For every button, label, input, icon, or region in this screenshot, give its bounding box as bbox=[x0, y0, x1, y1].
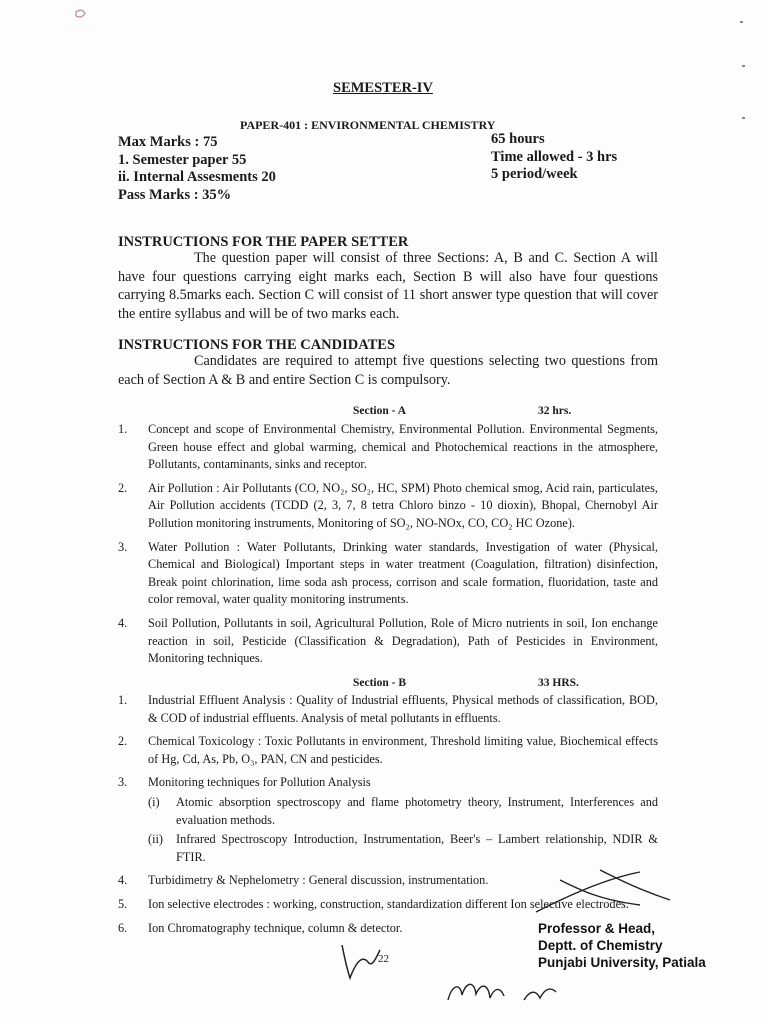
corner-mark-icon bbox=[76, 10, 85, 17]
stamp-line-university: Punjabi University, Patiala bbox=[538, 955, 706, 970]
section-b-hours: 33 HRS. bbox=[538, 677, 579, 689]
paper-setter-text: The question paper will consist of three Sections: A, B and C. Section A will have four questions carrying eight marks each, Section B will also have four questions carrying 8.5marks each. Section C will consist of 11 short answer type question that will cover the entire syllabus and will be of two marks each. bbox=[118, 250, 658, 322]
semester-paper-marks: 1. Semester paper 55 bbox=[118, 151, 247, 168]
item-number: 4. bbox=[118, 615, 128, 630]
stamp-line-department: Deptt. of Chemistry bbox=[538, 938, 663, 953]
item-text: Turbidimetry & Nephelometry : General discussion, instrumentation. bbox=[148, 873, 489, 888]
periods-per-week: 5 period/week bbox=[491, 166, 578, 182]
internal-assessment-marks: ii. Internal Assesments 20 bbox=[118, 169, 276, 185]
item-text: Water Pollution : Water Pollutants, Drinking water standards, Investigation of water (Physical, Chemical and Biological) Important steps in water treatment (Coagulation, filtration) disinfection, Break point chlorination, lime soda ash process, corrison and scale formation, fluoridation, taste and color removal, water quality monitoring instruments. bbox=[148, 539, 658, 607]
item-number: 6. bbox=[118, 920, 128, 935]
item-heading: Monitoring techniques for Pollution Analysis bbox=[148, 775, 371, 790]
item-number: 3. bbox=[118, 539, 128, 554]
item-number: 1. bbox=[118, 693, 128, 707]
signature-initials-1 bbox=[342, 945, 380, 978]
time-allowed: Time allowed - 3 hrs bbox=[491, 148, 618, 165]
page-number: 22 bbox=[378, 953, 389, 965]
semester-title: SEMESTER-IV bbox=[333, 80, 433, 96]
sub-item-text: Infrared Spectroscopy Introduction, Instrumentation, Beer's – Lambert relationship, NDIR & FTIR. bbox=[176, 832, 658, 864]
candidates-heading: INSTRUCTIONS FOR THE CANDIDATES bbox=[118, 337, 396, 353]
item-number: 5. bbox=[118, 896, 128, 911]
item-text: Ion Chromatography technique, column & detector. bbox=[148, 920, 403, 935]
edge-marks bbox=[740, 22, 745, 118]
section-b-title: Section - B bbox=[353, 677, 407, 689]
total-hours: 65 hours bbox=[491, 131, 545, 147]
sub-item-number: (ii) bbox=[148, 832, 164, 847]
item-text: Soil Pollution, Pollutants in soil, Agricultural Pollution, Role of Micro nutrients in soil, Ion enchange reaction in soil, Pesticide (Classification & Degradation), Path of Pesticides in Environment, Monitoring techniques. bbox=[148, 615, 658, 666]
section-a-title: Section - A bbox=[353, 405, 407, 417]
item-text: Chemical Toxicology : Toxic Pollutants in environment, Threshold limiting value, Biochemical effects of Hg, Cd, As, Pb, O₃, PAN, CN and pesticides. bbox=[148, 734, 658, 766]
paper-title: PAPER-401 : ENVIRONMENTAL CHEMISTRY bbox=[240, 118, 496, 132]
item-text: Industrial Effluent Analysis : Quality of Industrial effluents, Physical methods of classification, BOD, & COD of industrial effluents. Analysis of metal pollutants in effluents. bbox=[148, 693, 658, 725]
section-a-hours: 32 hrs. bbox=[538, 405, 572, 417]
item-number: 4. bbox=[118, 873, 128, 888]
paper-setter-heading: INSTRUCTIONS FOR THE PAPER SETTER bbox=[118, 234, 409, 250]
sub-item-number: (i) bbox=[148, 794, 160, 809]
signature-professor bbox=[536, 870, 670, 912]
candidates-text: Candidates are required to attempt five questions selecting two questions from each of Section A & B and entire Section C is compulsory. bbox=[118, 353, 658, 388]
max-marks: Max Marks : 75 bbox=[118, 134, 218, 150]
item-text: Air Pollution : Air Pollutants (CO, NO₂, SO₂, HC, SPM) Photo chemical smog, Acid rain, particulates, Air Pollution accidents (TCDD (2, 3, 7, 8 tetra Chloro binzo - 10 dioxin), Bhopal, Chernobyl Air Pollution monitoring instruments, Monitoring of SO₂, NO-NOx, CO, CO₂ HC Ozone). bbox=[148, 480, 658, 530]
pass-marks: Pass Marks : 35% bbox=[118, 186, 232, 203]
stamp-line-title: Professor & Head, bbox=[538, 921, 656, 936]
sub-item-text: Atomic absorption spectroscopy and flame photometry theory, Instrument, Interferences and evaluation methods. bbox=[176, 794, 658, 827]
item-text: Concept and scope of Environmental Chemistry, Environmental Pollution. Environmental Segments, Green house effect and global warming, chemical and Photochemical reactions in the atmosphere, Pollutants, contaminants, sinks and receptor. bbox=[148, 422, 658, 472]
signature-initials-3 bbox=[524, 989, 556, 1000]
item-number: 3. bbox=[118, 775, 128, 790]
signature-initials-2 bbox=[448, 984, 504, 1000]
item-number: 2. bbox=[118, 734, 128, 749]
item-number: 1. bbox=[118, 422, 128, 436]
item-number: 2. bbox=[118, 480, 128, 495]
item-text: Ion selective electrodes : working, construction, standardization different Ion selective electrodes. bbox=[148, 896, 629, 911]
